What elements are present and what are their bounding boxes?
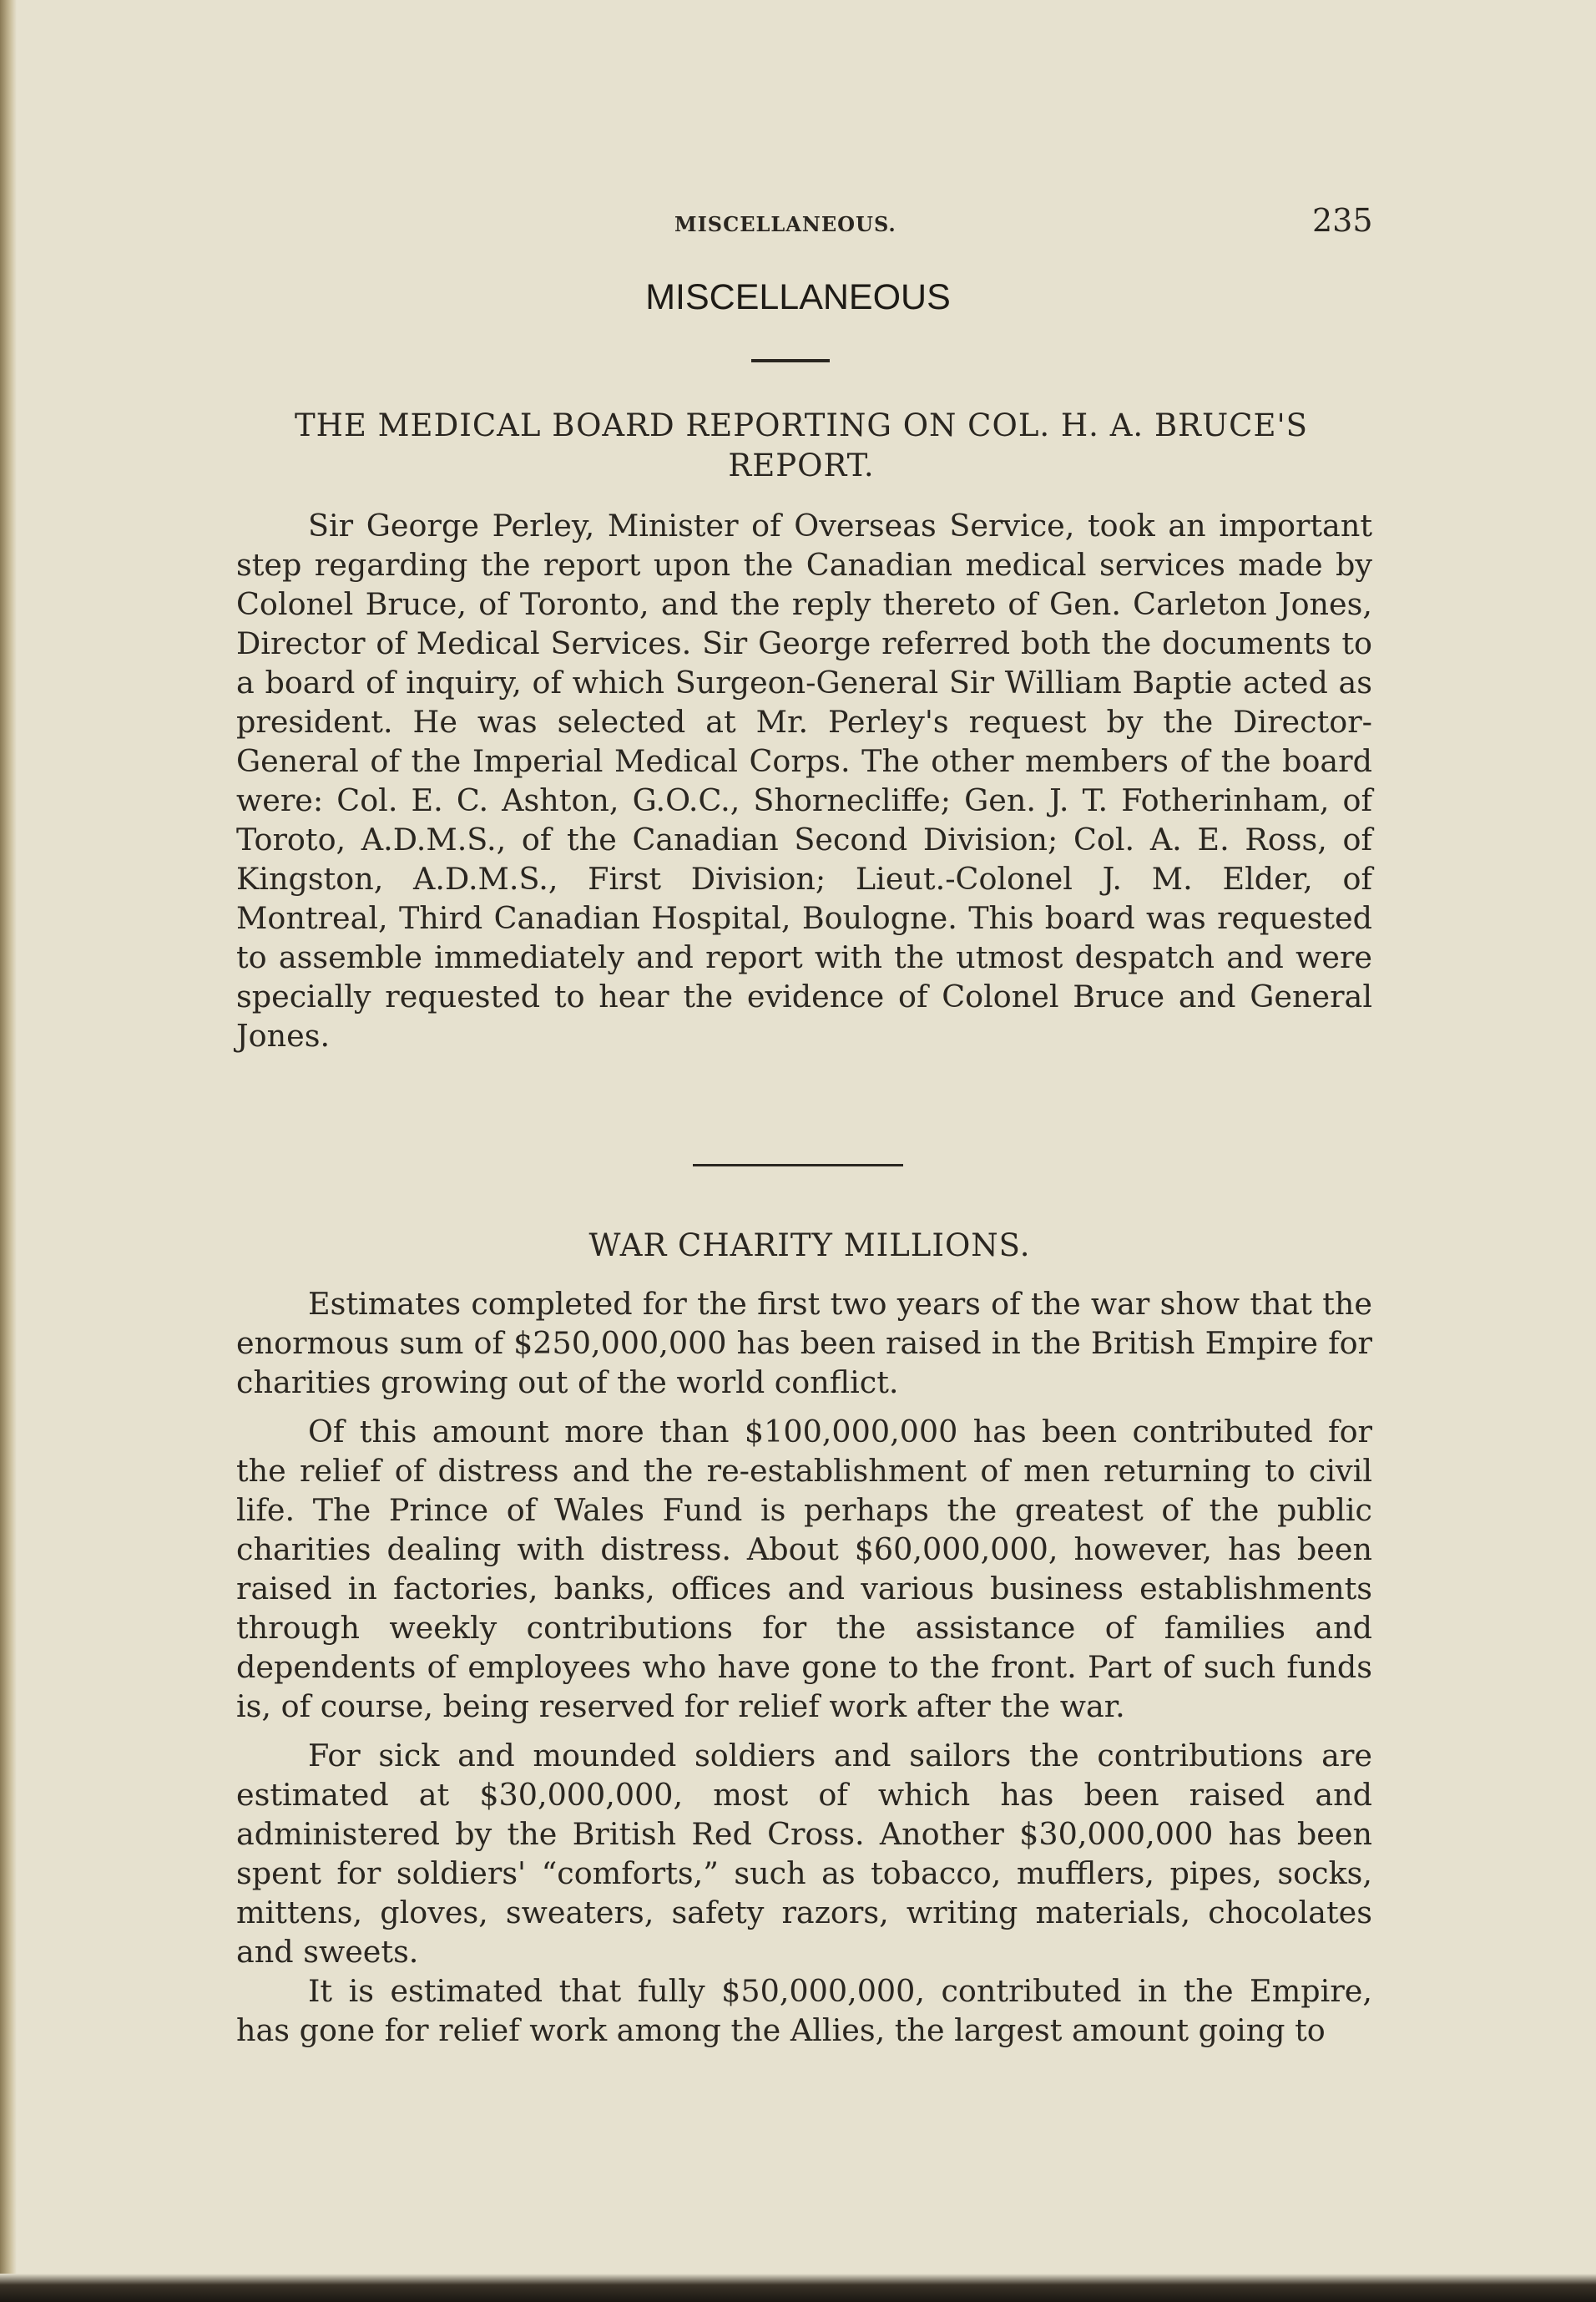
article-body-war-charity xyxy=(236,1284,1372,2060)
page-bottom-edge xyxy=(0,2274,1596,2302)
page-number: 235 xyxy=(1312,202,1373,239)
running-head: MISCELLANEOUS. xyxy=(674,212,896,236)
page-binding-edge xyxy=(0,0,17,2302)
article-heading-medical-board: THE MEDICAL BOARD REPORTING ON COL. H. A. BRUCE'S REPORT. xyxy=(294,407,1309,483)
paragraph: Estimates completed for the first two years of the war show that the enormous sum of $250,000,000 has been raised in the British Empire for charities growing out of the world conflict. xyxy=(236,1286,1372,1400)
article-body-medical-board xyxy=(236,506,1372,1055)
paragraph: Sir George Perley, Minister of Overseas Service, took an important step regarding the report upon the Canadian medical services made by Colonel Bruce, of Toronto, and the reply thereto of Gen. Carleton Jones, Director of Medical Services. Sir George referred both the documents to a board of inquiry, of which Surgeon-General Sir William Baptie acted as president. He was selected at Mr. Perley's request by the Director-General of the Imperial Medical Corps. The other members of the board were: Col. E. C. Ashton, G.O.C., Shornecliffe; Gen. J. T. Fotherinham, of Toroto, A.D.M.S., of the Canadian Second Division; Col. A. E. Ross, of Kingston, A.D.M.S., First Division; Lieut.-Colonel J. M. Elder, of Montreal, Third Canadian Hospital, Boulogne. This board was requested to assemble immediately and report with the utmost despatch and were specially requested to hear the evidence of Colonel Bruce and General Jones. xyxy=(236,508,1372,1054)
section-title: MISCELLANEOUS xyxy=(645,277,951,317)
paragraph: It is estimated that fully $50,000,000, contributed in the Empire, has gone for relief work among the Allies, the largest amount going to xyxy=(236,1973,1372,2048)
title-rule xyxy=(751,359,830,362)
section-divider xyxy=(693,1164,903,1166)
paragraph: Of this amount more than $100,000,000 has been contributed for the relief of distress and the re-establishment of men returning to civil life. The Prince of Wales Fund is perhaps the greatest of the public charities dealing with distress. About $60,000,000, however, has been raised in factories, banks, offices and various business establishments through weekly contributions for the assistance of families and dependents of employees who have gone to the front. Part of such funds is, of course, being reserved for relief work after the war. xyxy=(236,1414,1372,1724)
paragraph: For sick and mounded soldiers and sailors the contributions are estimated at $30,000,000, most of which has been raised and administered by the British Red Cross. Another $30,000,000 has been spent for soldiers' “comforts,” such as tobacco, mufflers, pipes, socks, mittens, gloves, sweaters, safety razors, writing materials, chocolates and sweets. xyxy=(236,1738,1372,1970)
article-heading-war-charity: WAR CHARITY MILLIONS. xyxy=(588,1227,1031,1263)
